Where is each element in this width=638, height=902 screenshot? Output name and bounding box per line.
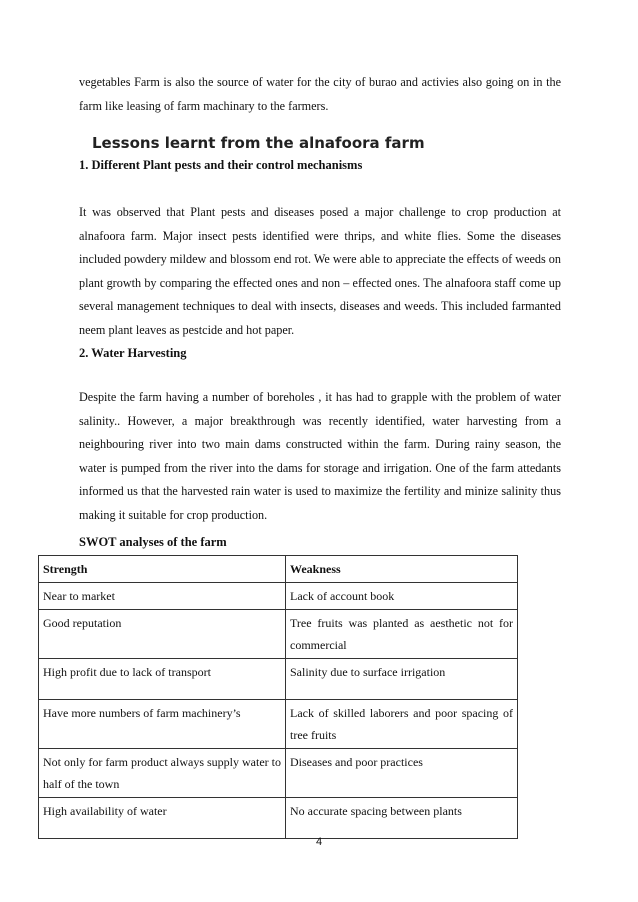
- strength-cell: High profit due to lack of transport: [39, 659, 286, 700]
- strength-cell: Good reputation: [39, 610, 286, 659]
- weakness-cell: Tree fruits was planted as aesthetic not for commercial: [286, 610, 518, 659]
- weakness-cell: No accurate spacing between plants: [286, 798, 518, 839]
- table-row: [39, 798, 518, 839]
- swot-table: [38, 555, 518, 839]
- water-heading: 2. Water Harvesting: [79, 346, 187, 360]
- table-row: [39, 749, 518, 798]
- strength-cell: High availability of water: [39, 798, 286, 839]
- column-header-weakness: Weakness: [286, 556, 518, 583]
- table-row: [39, 583, 518, 610]
- page-number: 4: [315, 836, 323, 848]
- swot-title: SWOT analyses of the farm: [79, 535, 227, 549]
- weakness-cell: Lack of account book: [286, 583, 518, 610]
- weakness-cell: Lack of skilled laborers and poor spacing of tree fruits: [286, 700, 518, 749]
- table-row: [39, 659, 518, 700]
- strength-cell: Near to market: [39, 583, 286, 610]
- water-paragraph: Despite the farm having a number of boreholes , it has had to grapple with the problem of water salinity.. However, a major breakthrough was recently identified, water harvesting from a neighbouring river into two main dams constructed within the farm. During rainy season, the water is pumped from the river into the dams for storage and irrigation. One of the farm attedants informed us that the harvested rain water is used to maximize the fertility and minize salinity thus making it suitable for crop production.: [79, 390, 561, 522]
- strength-cell: Have more numbers of farm machinery’s: [39, 700, 286, 749]
- weakness-cell: Diseases and poor practices: [286, 749, 518, 798]
- table-row: [39, 610, 518, 659]
- pests-paragraph: It was observed that Plant pests and diseases posed a major challenge to crop production at alnafoora farm. Major insect pests identified were thrips, and white flies. Some the diseases included powdery mildew and blossom end rot. We were able to appreciate the effects of weeds on plant growth by comparing the effected ones and non – effected ones. The alnafoora staff come up several management techniques to deal with insects, diseases and weeds. This included farmanted neem plant leaves as pestcide and hot paper.: [79, 205, 561, 337]
- pests-heading: 1. Different Plant pests and their control mechanisms: [79, 158, 363, 172]
- table-row: [39, 700, 518, 749]
- table-header-row: [39, 556, 518, 583]
- intro-paragraph: vegetables Farm is also the source of water for the city of burao and activies also going on in the farm like leasing of farm machinary to the farmers.: [79, 75, 561, 113]
- weakness-cell: Salinity due to surface irrigation: [286, 659, 518, 700]
- strength-cell: Not only for farm product always supply water to half of the town: [39, 749, 286, 798]
- lessons-title: Lessons learnt from the alnafoora farm: [92, 134, 425, 152]
- column-header-strength: Strength: [39, 556, 286, 583]
